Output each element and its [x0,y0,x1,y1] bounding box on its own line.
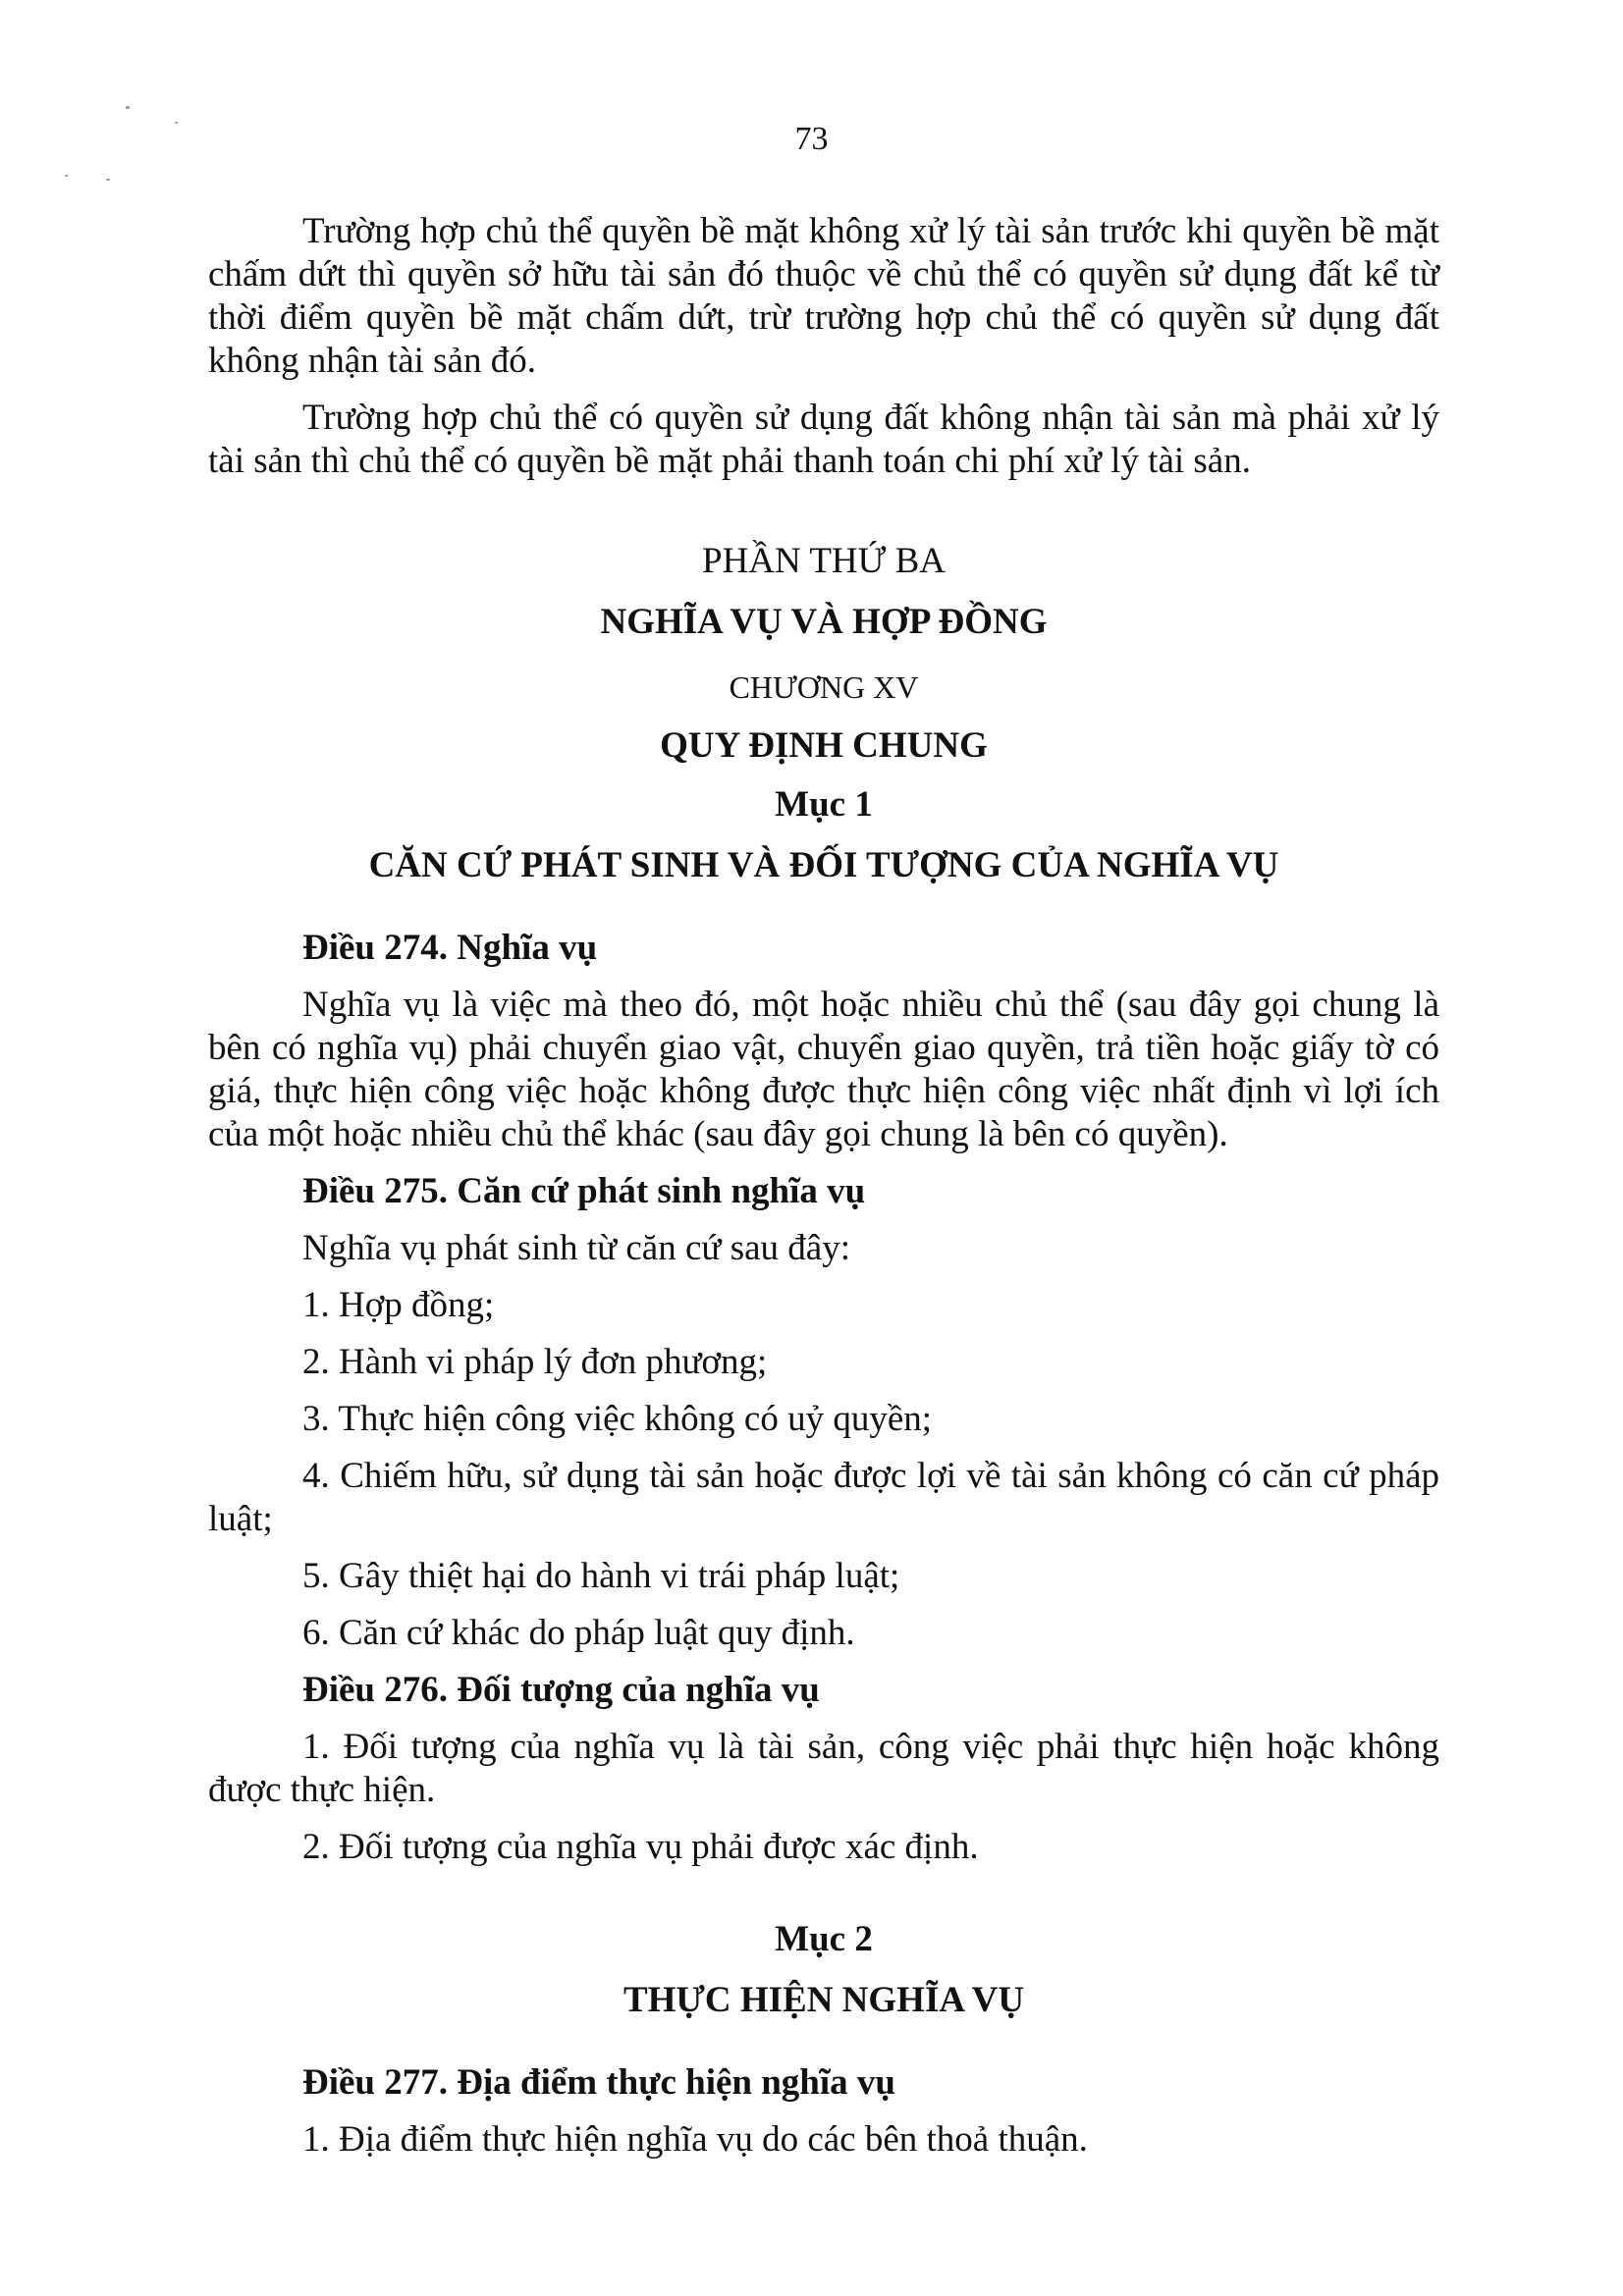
paragraph: Trường hợp chủ thể có quyền sử dụng đất không nhận tài sản mà phải xử lý tài sản thì chủ thể có quyền bề mặt phải thanh toán chi phí xử lý tài sản. [208,398,1439,481]
part-name: NGHĨA VỤ VÀ HỢP ĐỒNG [600,602,1048,642]
list-item: 5. Gây thiệt hại do hành vi trái pháp luật; [302,1556,900,1596]
section-name: CĂN CỨ PHÁT SINH VÀ ĐỐI TƯỢNG CỦA NGHĨA VỤ [368,845,1279,885]
scan-speck [106,179,110,181]
paragraph: Trường hợp chủ thể quyền bề mặt không xử lý tài sản trước khi quyền bề mặt chấm dứt thì quyền sở hữu tài sản đó thuộc về chủ thể có quyền sử dụng đất kể từ thời điểm quyền bề mặt chấm dứt, trừ trường hợp chủ thể có quyền sử dụng đất không nhận tài sản đó. [208,211,1439,381]
list-item: 1. Hợp đồng; [302,1285,495,1325]
document-body [208,210,1439,2175]
part-title: PHẦN THỨ BA [702,541,946,581]
section-name: THỰC HIỆN NGHĨA VỤ [622,1980,1025,2020]
section-title: Mục 2 [775,1919,873,1959]
article-heading: Điều 277. Địa điểm thực hiện nghĩa vụ [302,2062,895,2103]
list-item: 2. Đối tượng của nghĩa vụ phải được xác định. [302,1827,979,1867]
article-heading: Điều 275. Căn cứ phát sinh nghĩa vụ [302,1171,866,1211]
paragraph: Nghĩa vụ là việc mà theo đó, một hoặc nhiều chủ thể (sau đây gọi chung là bên có nghĩa vụ) phải chuyển giao vật, chuyển giao quyền, trả tiền hoặc giấy tờ có giá, thực hiện công việc hoặc không được thực hiện công việc nhất định vì lợi ích của một hoặc nhiều chủ thể khác (sau đây gọi chung là bên có quyền). [208,985,1439,1154]
article-heading: Điều 274. Nghĩa vụ [302,928,598,968]
chapter-title: CHƯƠNG XV [729,669,919,705]
article-heading: Điều 276. Đối tượng của nghĩa vụ [302,1670,820,1710]
chapter-name: QUY ĐỊNH CHUNG [660,725,988,766]
page-number: 73 [794,121,829,157]
list-item: 4. Chiếm hữu, sử dụng tài sản hoặc được lợi về tài sản không có căn cứ pháp luật; [208,1456,1439,1539]
list-item: 6. Căn cứ khác do pháp luật quy định. [302,1613,855,1653]
list-item: 3. Thực hiện công việc không có uỷ quyền; [302,1399,933,1439]
scan-speck [65,175,68,177]
section-title: Mục 1 [775,784,873,825]
scan-speck [126,106,130,109]
list-item: 1. Địa điểm thực hiện nghĩa vụ do các bên thoả thuận. [302,2119,1088,2160]
list-item: 1. Đối tượng của nghĩa vụ là tài sản, công việc phải thực hiện hoặc không được thực hiện. [208,1727,1439,1810]
list-item: 2. Hành vi pháp lý đơn phương; [302,1342,768,1382]
paragraph: Nghĩa vụ phát sinh từ căn cứ sau đây: [302,1228,850,1268]
